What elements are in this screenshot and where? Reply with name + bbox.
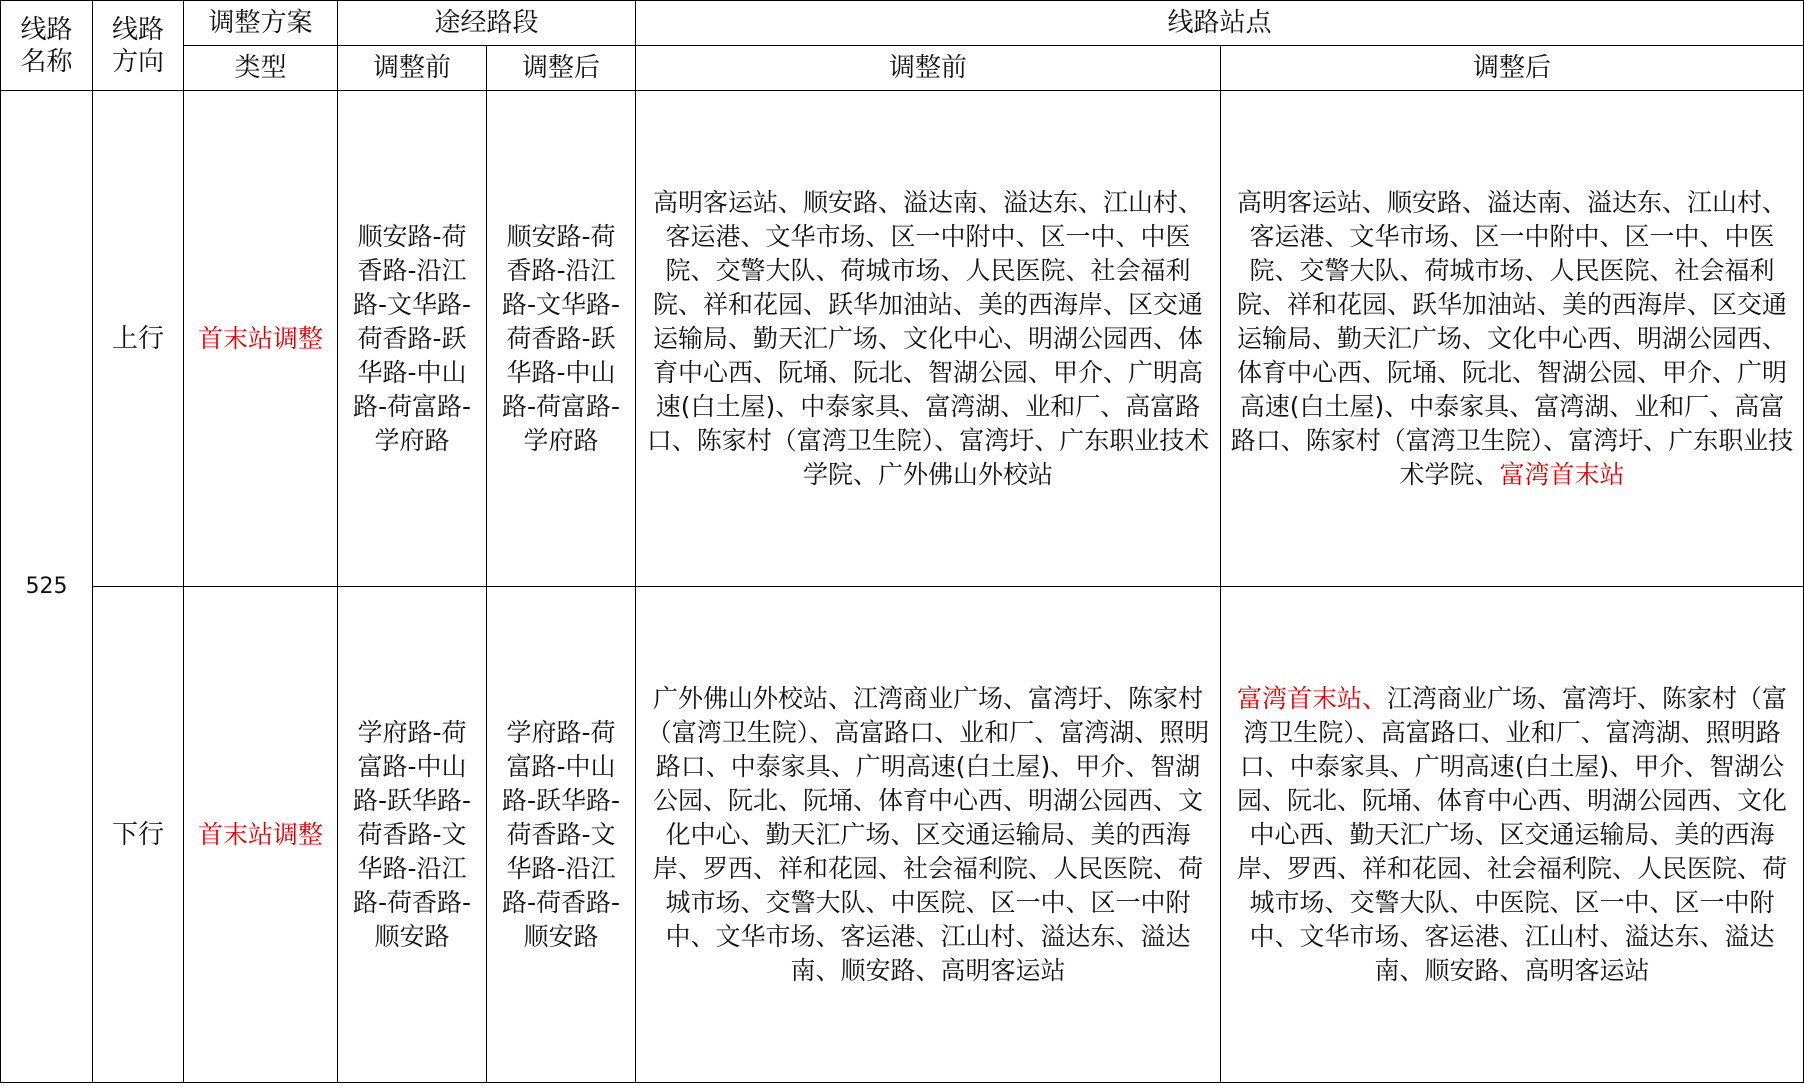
plan-type-cell: 首末站调整 <box>184 587 338 1083</box>
plan-type-cell: 首末站调整 <box>184 91 338 587</box>
table-row-upbound <box>1 91 1804 587</box>
road-before-cell: 顺安路-荷香路-沿江路-文华路-荷香路-跃华路-中山路-荷富路-学府路 <box>338 91 487 587</box>
stations-before-cell: 高明客运站、顺安路、溢达南、溢达东、江山村、客运港、文华市场、区一中附中、区一中、中医院、交警大队、荷城市场、人民医院、社会福利院、祥和花园、跃华加油站、美的西海岸、区交通运输局、勤天汇广场、文化中心、明湖公园西、体育中心西、阮埇、阮北、智湖公园、甲介、广明高速(白土屋)、中泰家具、富湾湖、业和厂、高富路口、陈家村（富湾卫生院）、富湾圩、广东职业技术学院、广外佛山外校站 <box>636 91 1221 587</box>
header-row-1 <box>1 1 1804 46</box>
stations-after-cell <box>1221 587 1804 1083</box>
stations-after-cell <box>1221 91 1804 587</box>
header-route-name: 线路名称 <box>1 1 93 91</box>
road-after-cell: 学府路-荷富路-中山路-跃华路-荷香路-文华路-沿江路-荷香路-顺安路 <box>487 587 636 1083</box>
header-direction: 线路方向 <box>93 1 184 91</box>
header-road-after: 调整后 <box>487 46 636 91</box>
header-stations-after: 调整后 <box>1221 46 1804 91</box>
header-road-before: 调整前 <box>338 46 487 91</box>
road-before-cell: 学府路-荷富路-中山路-跃华路-荷香路-文华路-沿江路-荷香路-顺安路 <box>338 587 487 1083</box>
header-row-2 <box>1 46 1804 91</box>
header-stations: 线路站点 <box>636 1 1804 46</box>
header-plan-type: 类型 <box>184 46 338 91</box>
header-road-segment: 途经路段 <box>338 1 636 46</box>
route-name-cell: 525 <box>1 91 93 1083</box>
stations-before-cell: 广外佛山外校站、江湾商业广场、富湾圩、陈家村（富湾卫生院）、高富路口、业和厂、富湾湖、照明路口、中泰家具、广明高速(白土屋)、甲介、智湖公园、阮北、阮埇、体育中心西、明湖公园西、文化中心、勤天汇广场、区交通运输局、美的西海岸、罗西、祥和花园、社会福利院、人民医院、荷城市场、交警大队、中医院、区一中、区一中附中、文华市场、客运港、江山村、溢达东、溢达南、顺安路、高明客运站 <box>636 587 1221 1083</box>
stations-after-text: 江湾商业广场、富湾圩、陈家村（富湾卫生院）、高富路口、业和厂、富湾湖、照明路口、中泰家具、广明高速(白土屋)、甲介、智湖公园、阮北、阮埇、体育中心西、明湖公园西、文化中心西、勤天汇广场、区交通运输局、美的西海岸、罗西、祥和花园、社会福利院、人民医院、荷城市场、交警大队、中医院、区一中、区一中附中、文华市场、客运港、江山村、溢达东、溢达南、顺安路、高明客运站 <box>1237 683 1788 985</box>
stations-after-text: 高明客运站、顺安路、溢达南、溢达东、江山村、客运港、文华市场、区一中附中、区一中、中医院、交警大队、荷城市场、人民医院、社会福利院、祥和花园、跃华加油站、美的西海岸、区交通运输局、勤天汇广场、文化中心西、明湖公园西、体育中心西、阮埇、阮北、智湖公园、甲介、广明高速(白土屋)、中泰家具、富湾湖、业和厂、高富路口、陈家村（富湾卫生院）、富湾圩、广东职业技术学院、 <box>1230 187 1794 489</box>
stations-after-highlight: 富湾首末站 <box>1499 459 1625 489</box>
header-stations-before: 调整前 <box>636 46 1221 91</box>
direction-cell: 上行 <box>93 91 184 587</box>
direction-cell: 下行 <box>93 587 184 1083</box>
table-row-downbound <box>1 587 1804 1083</box>
road-after-cell: 顺安路-荷香路-沿江路-文华路-荷香路-跃华路-中山路-荷富路-学府路 <box>487 91 636 587</box>
stations-after-highlight: 富湾首末站、 <box>1237 683 1388 713</box>
header-plan: 调整方案 <box>184 1 338 46</box>
